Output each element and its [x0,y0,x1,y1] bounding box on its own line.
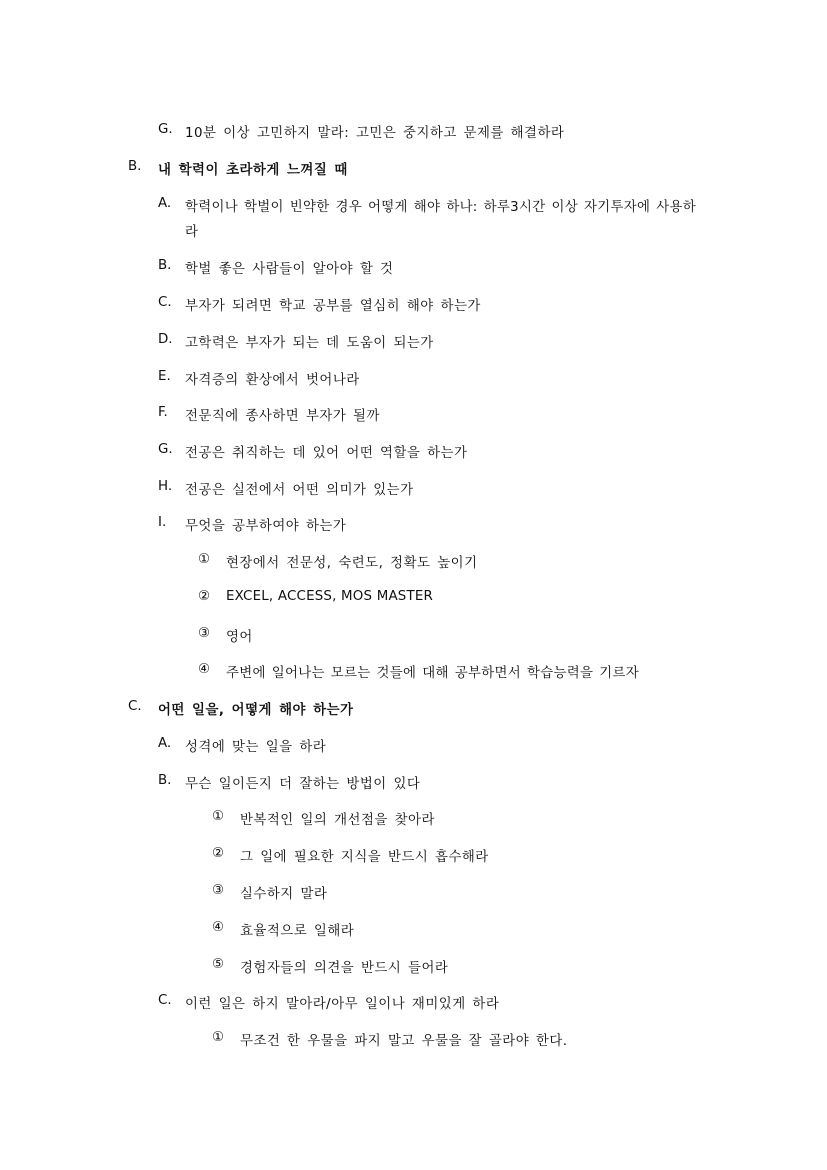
sub-list-item-text: 실수하지 말라 [240,887,328,902]
list-marker: B. [128,159,142,174]
section-heading-text: 내 학력이 초라하게 느껴질 때 [158,163,348,178]
list-item-text: 부자가 되려면 학교 공부를 열심히 해야 하는가 [185,299,481,314]
list-marker: D. [158,332,173,347]
list-marker: A. [158,736,172,751]
list-item-text: 무슨 일이든지 더 잘하는 방법이 있다 [185,777,421,792]
sub-list-item-text: EXCEL, ACCESS, MOS MASTER [226,589,434,604]
list-item [0,442,827,464]
sub-list-item [0,662,827,684]
list-item-text: 전공은 실전에서 어떤 의미가 있는가 [185,483,414,498]
sub-list-item-text: 경험자들의 의견을 반드시 들어라 [240,961,449,976]
list-item-text: 학력이나 학벌이 빈약한 경우 어떻게 해야 하나: 하루3시간 이상 자기투자에 사용하 [185,200,696,215]
list-marker: H. [158,479,173,494]
sub-list-item [0,920,827,942]
circled-number-marker: ② [212,846,225,861]
sub-list-item-text: 영어 [226,630,253,645]
circled-number-marker: ④ [198,662,211,677]
sub-list-item-text: 주변에 일어나는 모르는 것들에 대해 공부하면서 학습능력을 기르자 [226,666,639,681]
list-item [0,369,827,391]
list-item [0,405,827,427]
list-item [0,773,827,795]
sub-list-item [0,957,827,979]
list-item-text: 이런 일은 하지 말아라/아무 일이나 재미있게 하라 [185,997,500,1012]
circled-number-marker: ⑤ [212,957,225,972]
circled-number-marker: ② [198,589,211,604]
circled-number-marker: ① [212,1030,225,1045]
list-marker: B. [158,773,172,788]
list-item-text: 자격증의 환상에서 벗어나라 [185,373,360,388]
list-marker: F. [158,405,168,420]
list-marker: A. [158,196,172,211]
sub-list-item [0,552,827,574]
list-item-text: 고학력은 부자가 되는 데 도움이 되는가 [185,336,434,351]
list-marker: E. [158,369,171,384]
sub-list-item [0,1030,827,1052]
list-item-text: 학벌 좋은 사람들이 알아야 할 것 [185,262,394,277]
list-item [0,736,827,758]
list-item [0,515,827,537]
list-item [0,332,827,354]
sub-list-item [0,589,827,611]
sub-list-item-text: 현장에서 전문성, 숙련도, 정확도 높이기 [226,556,478,571]
circled-number-marker: ③ [198,626,211,641]
list-item-text: 전공은 취직하는 데 있어 어떤 역할을 하는가 [185,446,468,461]
list-item [0,258,827,280]
list-marker: C. [158,993,172,1008]
circled-number-marker: ③ [212,883,225,898]
sub-list-item-text: 그 일에 필요한 지식을 반드시 흡수해라 [240,850,489,865]
list-item-text: 전문직에 종사하면 부자가 될까 [185,409,380,424]
list-item-text-continuation: 라 [185,225,198,240]
circled-number-marker: ① [198,552,211,567]
sub-list-item-text: 효율적으로 일해라 [240,924,355,939]
list-item [0,122,827,144]
list-item [0,479,827,501]
list-marker: G. [158,442,173,457]
sub-list-item [0,809,827,831]
list-item [0,196,827,218]
section-heading-text: 어떤 일을, 어떻게 해야 하는가 [158,703,354,718]
list-item-text: 성격에 맞는 일을 하라 [185,740,327,755]
sub-list-item-text: 반복적인 일의 개선점을 찾아라 [240,813,435,828]
list-marker: G. [158,122,173,137]
circled-number-marker: ① [212,809,225,824]
sub-list-item-text: 무조건 한 우물을 파지 말고 우물을 잘 골라야 한다. [240,1034,568,1049]
list-item [0,295,827,317]
list-item [0,993,827,1015]
list-item-text: 10분 이상 고민하지 말라: 고민은 중지하고 문제를 해결하라 [185,126,565,141]
sub-list-item [0,626,827,648]
sub-list-item [0,846,827,868]
sub-list-item [0,883,827,905]
list-marker: I. [158,515,167,530]
list-marker: C. [158,295,172,310]
section-heading [0,159,827,181]
list-marker: C. [128,699,142,714]
list-item-text: 무엇을 공부하여야 하는가 [185,519,347,534]
circled-number-marker: ④ [212,920,225,935]
list-marker: B. [158,258,172,273]
section-heading [0,699,827,721]
